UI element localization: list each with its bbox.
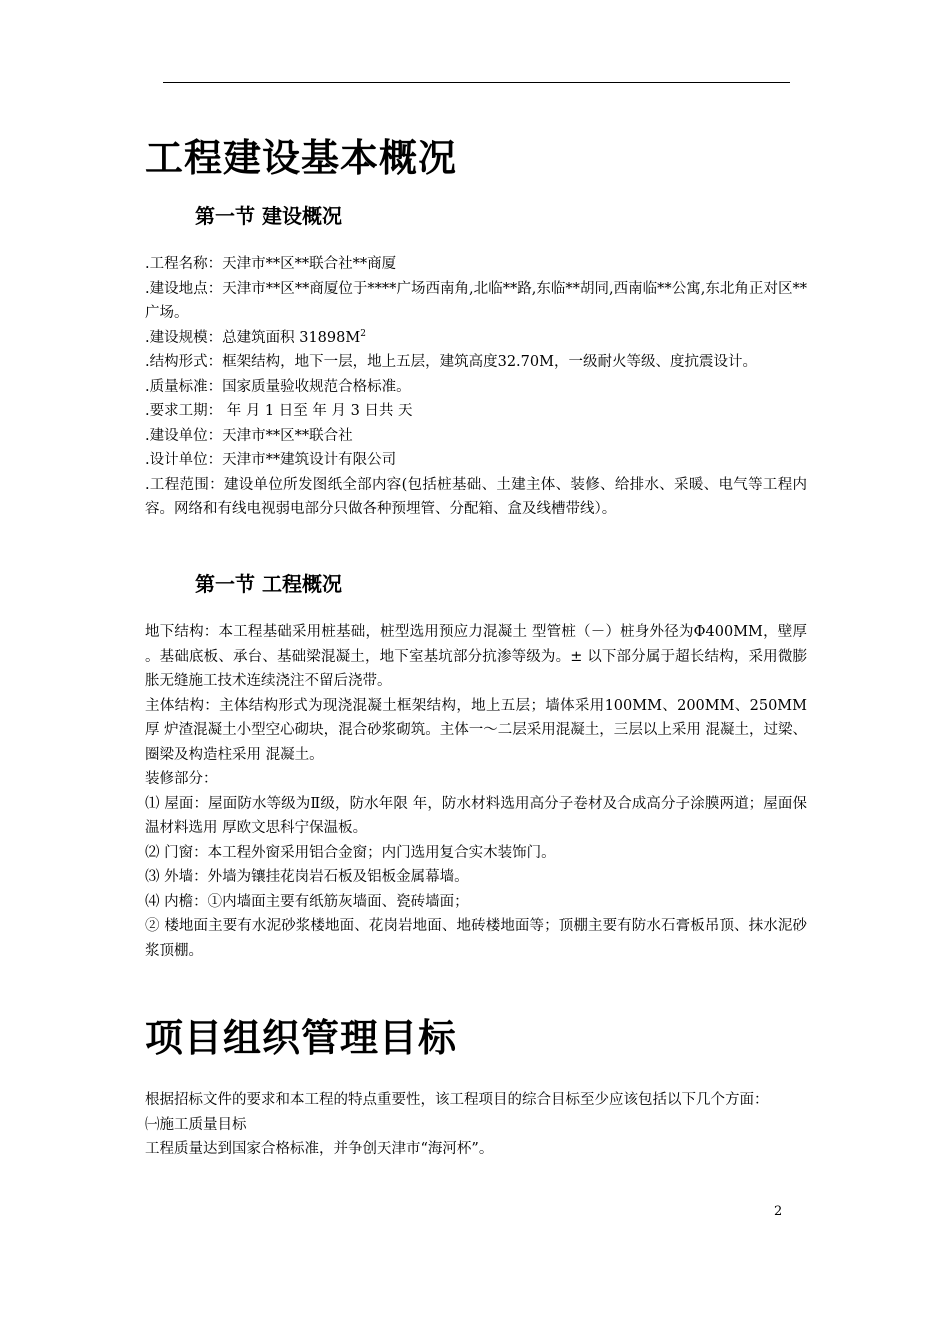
chapter-title-1: 工程建设基本概况 — [145, 136, 458, 180]
section-title-construction: 第一节 建设概况 — [195, 204, 342, 228]
chapter-title-2: 项目组织管理目标 — [145, 1016, 458, 1060]
scale-superscript: 2 — [360, 328, 366, 339]
item-location: .建设地点：天津市**区**商厦位于****广场西南角,北临**路,东临**胡同,西南临**公寓,东北角正对区**广场。 — [145, 280, 807, 321]
para-interior: ⑷ 内檐：①内墙面主要有纸筋灰墙面、瓷砖墙面； — [145, 893, 469, 910]
item-builder: .建设单位：天津市**区**联合社 — [145, 427, 353, 444]
engineering-overview — [145, 620, 807, 963]
section-title-engineering: 第一节 工程概况 — [195, 572, 342, 596]
para-floors-ceilings: ② 楼地面主要有水泥砂浆楼地面、花岗岩地面、地砖楼地面等；顶棚主要有防水石膏板吊顶、抹水泥砂浆顶棚。 — [145, 918, 807, 959]
item-scale — [145, 326, 807, 351]
para-doors-windows: ⑵ 门窗：本工程外窗采用铝合金窗；内门选用复合实木装饰门。 — [145, 844, 556, 861]
header-rule — [163, 82, 790, 83]
para-quality-goal: 工程质量达到国家合格标准，并争创天津市“海河杯”。 — [145, 1141, 494, 1157]
para-main-structure: 主体结构：主体结构形式为现浇混凝土框架结构，地上五层；墙体采用100MM、200MM、250MM 厚 炉渣混凝土小型空心砌块，混合砂浆砌筑。主体一～二层采用混凝土，三层以上采用 混凝土，过梁、圈梁及构造柱采用 混凝土。 — [145, 697, 807, 763]
item-scope: .工程范围：建设单位所发图纸全部内容(包括桩基础、土建主体、装修、给排水、采暖、电气等工程内容。网络和有线电视弱电部分只做各种预埋管、分配箱、盒及线槽带线）。 — [145, 476, 807, 517]
para-goals-intro: 根据招标文件的要求和本工程的特点重要性，该工程项目的综合目标至少应该包括以下几个方面： — [145, 1092, 769, 1108]
construction-overview — [145, 252, 807, 522]
item-quality: .质量标准：国家质量验收规范合格标准。 — [145, 378, 411, 395]
para-exterior-wall: ⑶ 外墙：外墙为镶挂花岗岩石板及铝板金属幕墙。 — [145, 869, 469, 885]
item-structure: .结构形式：框架结构，地下一层，地上五层，建筑高度32.70M，一级耐火等级、度抗震设计。 — [145, 354, 757, 370]
para-decoration-heading: 装修部分： — [145, 771, 218, 787]
para-quality-goal-heading: ㈠施工质量目标 — [145, 1116, 247, 1133]
para-roof: ⑴ 屋面：屋面防水等级为Ⅱ级，防水年限 年，防水材料选用高分子卷材及合成高分子涂膜两道；屋面保温材料选用 厚欧文思科宁保温板。 — [145, 795, 807, 836]
item-designer: .设计单位：天津市**建筑设计有限公司 — [145, 452, 397, 468]
page-number: 2 — [774, 1204, 783, 1219]
scale-text: .建设规模：总建筑面积 31898M — [145, 329, 361, 346]
item-project-name: .工程名称：天津市**区**联合社**商厦 — [145, 256, 397, 272]
item-schedule: .要求工期： 年 月 1 日至 年 月 3 日共 天 — [145, 403, 413, 419]
para-underground: 地下结构：本工程基础采用桩基础，桩型选用预应力混凝土 型管桩（－）桩身外径为Φ400MM，壁厚 。基础底板、承台、基础梁混凝土，地下室基坑部分抗渗等级为。± 以下部分属于超长结构，采用微膨胀无缝施工技术连续浇注不留后浇带。 — [145, 624, 807, 689]
management-goals — [145, 1088, 807, 1162]
